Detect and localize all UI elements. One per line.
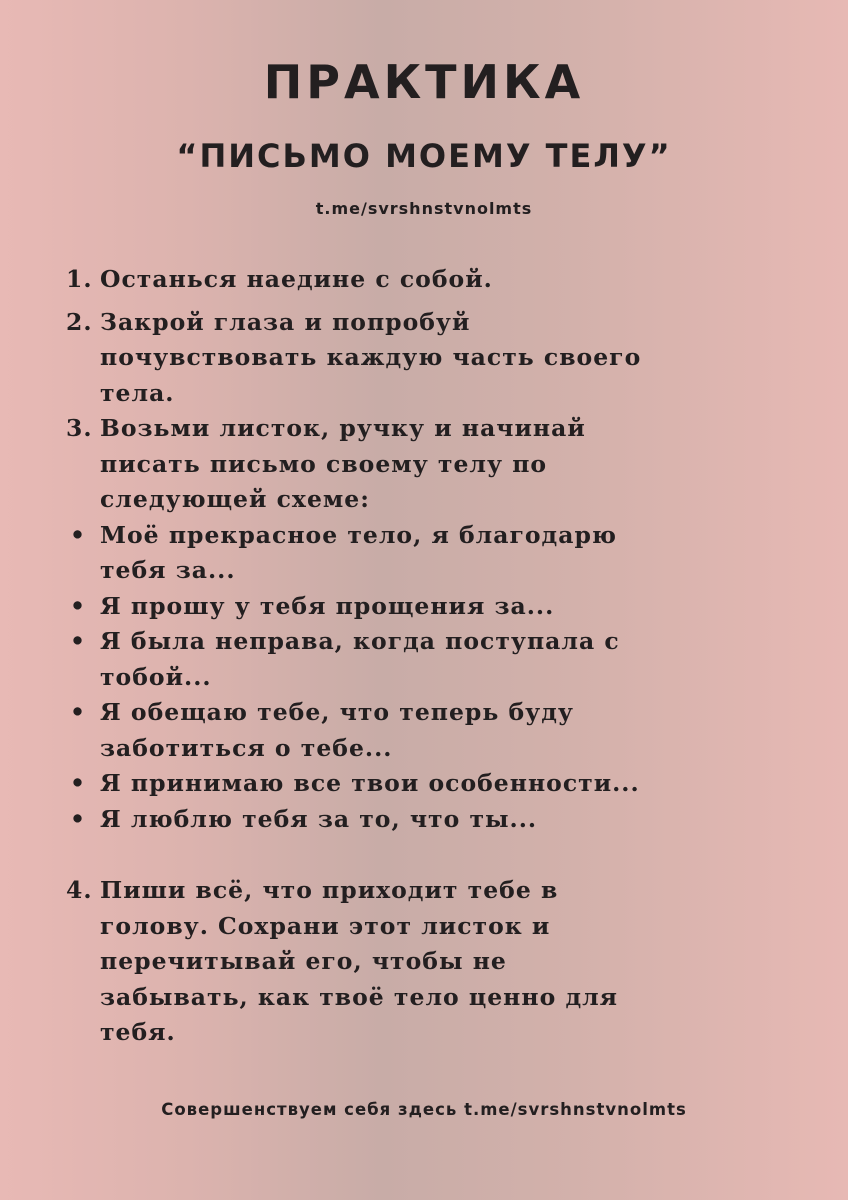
bullet-marker: • — [70, 804, 87, 833]
footer-text: Совершенствуем себя здесь t.me/svrshnstvnolmts — [161, 1100, 687, 1119]
bullet-text: Я принимаю все твои особенности... — [100, 769, 640, 797]
bullet-item-6 — [62, 802, 662, 838]
page-subtitle: “ПИСЬМО МОЕМУ ТЕЛУ” — [176, 137, 672, 175]
step-3 — [62, 411, 662, 518]
step-number: 4. — [66, 876, 93, 904]
bullet-text: Я была неправа, когда поступала с тобой... — [100, 627, 620, 691]
bullet-marker: • — [70, 698, 87, 726]
bullet-text: Моё прекрасное тело, я благодарю тебя за... — [100, 520, 617, 584]
bullet-marker: • — [70, 520, 87, 549]
bullet-text: Я обещаю тебе, что теперь буду заботиться о тебе... — [100, 698, 574, 762]
bullet-item-4 — [62, 695, 662, 766]
step-number: 3. — [66, 414, 93, 442]
bullet-marker: • — [70, 769, 87, 797]
page-title: ПРАКТИКА — [263, 55, 585, 109]
bullet-marker: • — [70, 627, 87, 655]
step-text: Закрой глаза и попробуй почувствовать каждую часть своего тела. — [100, 307, 642, 407]
bullet-marker: • — [70, 591, 87, 620]
step-2 — [62, 305, 662, 412]
step-text: Пиши всё, что приходит тебе в голову. Сохрани этот листок и перечитывай его, чтобы не забывать, как твоё тело ценно для тебя. — [100, 876, 619, 1046]
step-number: 2. — [66, 307, 93, 336]
bullet-item-3 — [62, 624, 662, 695]
bullet-item-1 — [62, 518, 662, 589]
step-text: Возьми листок, ручку и начинай писать письмо своему телу по следующей схеме: — [100, 414, 586, 513]
instructions-list — [62, 262, 662, 1051]
channel-link[interactable]: t.me/svrshnstvnolmts — [315, 199, 533, 218]
bullet-text: Я люблю тебя за то, что ты... — [100, 804, 538, 833]
bullet-item-2 — [62, 589, 662, 625]
step-number: 1. — [66, 265, 93, 293]
step-1 — [62, 262, 662, 298]
bullet-item-5 — [62, 766, 662, 802]
step-text: Останься наедине с собой. — [100, 265, 493, 293]
bullet-text: Я прошу у тебя прощения за... — [100, 591, 555, 620]
step-4 — [62, 873, 662, 1051]
